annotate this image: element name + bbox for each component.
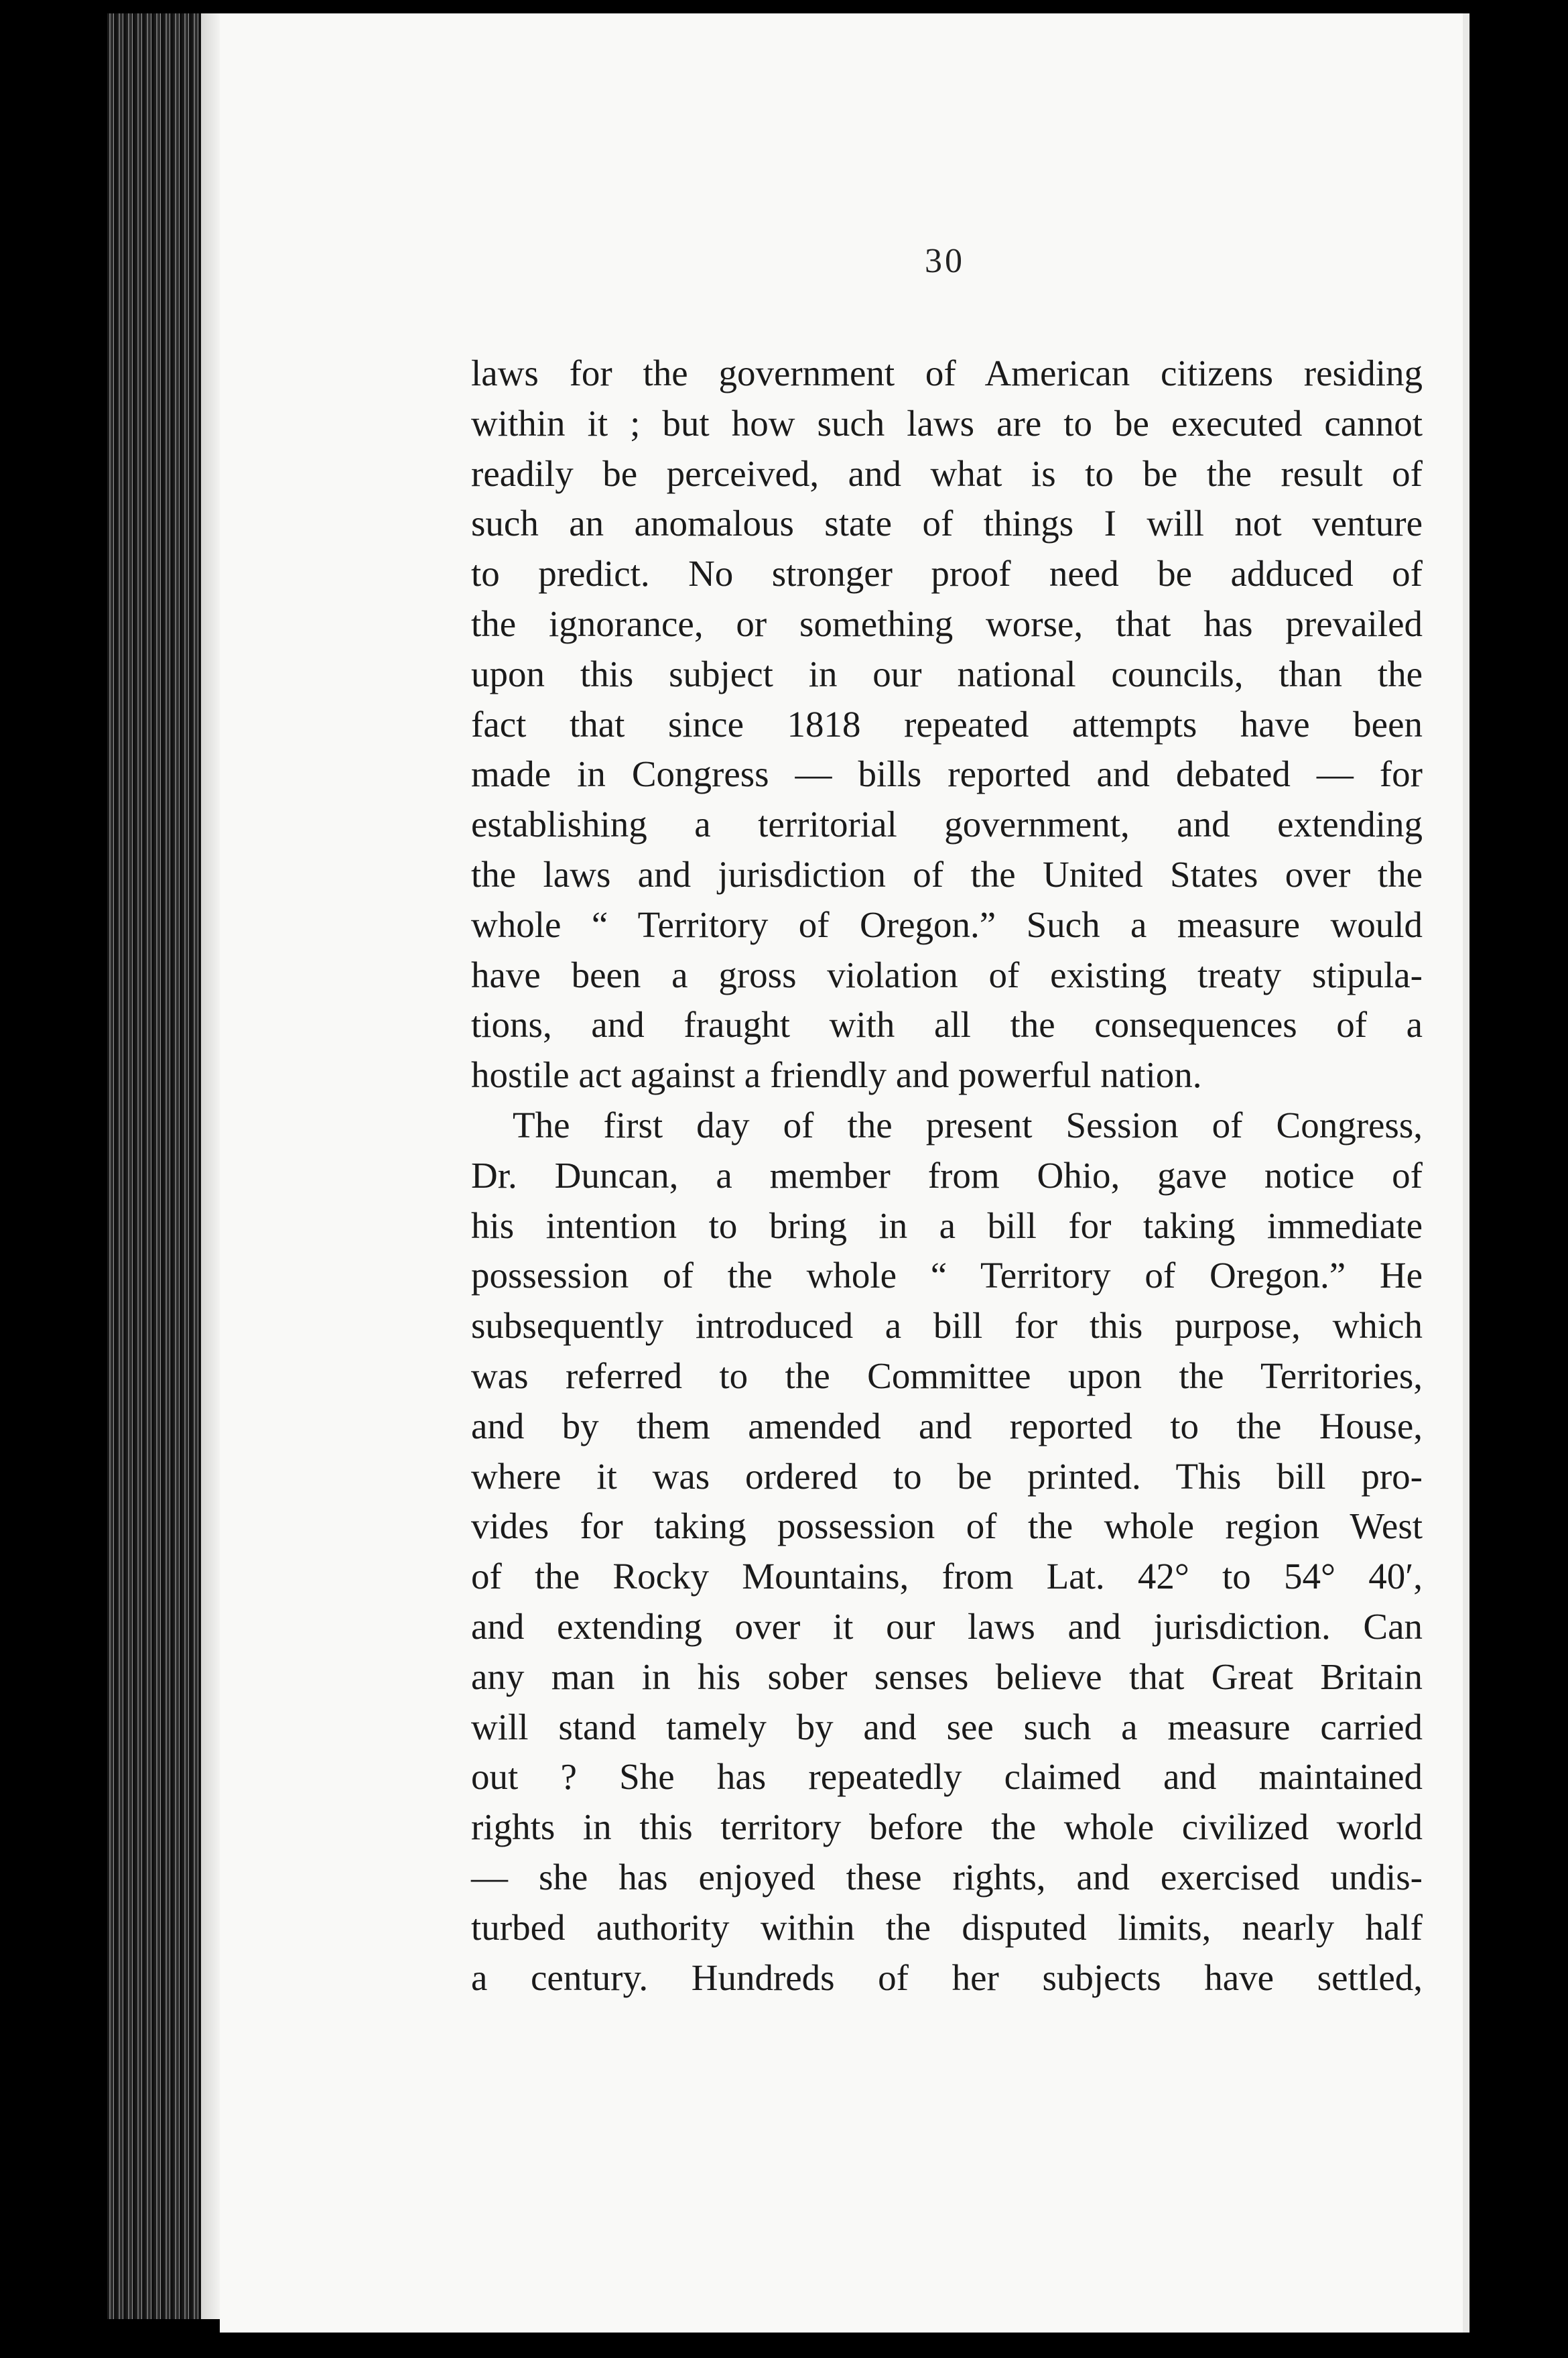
page-edge bbox=[1463, 13, 1469, 2333]
text-line: rights in this territory before the whole civilized world bbox=[471, 1806, 1423, 1848]
text-line: and by them amended and reported to the House, bbox=[471, 1405, 1423, 1446]
text-line: readily be perceived, and what is to be the result of bbox=[471, 452, 1423, 494]
text-line: out ? She has repeatedly claimed and maintained bbox=[471, 1756, 1423, 1798]
body-text bbox=[471, 349, 1423, 2003]
text-line: turbed authority within the disputed limits, nearly half bbox=[471, 1906, 1423, 1948]
text-line: tions, and fraught with all the consequences of a bbox=[471, 1004, 1423, 1046]
page-number: 30 bbox=[925, 242, 965, 280]
text-line: possession of the whole “ Territory of Oregon.” He bbox=[471, 1255, 1423, 1296]
text-line: fact that since 1818 repeated attempts have been bbox=[471, 703, 1423, 745]
text-line: such an anomalous state of things I will not venture bbox=[471, 503, 1423, 544]
text-line: — she has enjoyed these rights, and exercised undis- bbox=[471, 1856, 1423, 1898]
paragraph-start-line: The first day of the present Session of Congress, bbox=[513, 1104, 1423, 1145]
text-line: establishing a territorial government, and extending bbox=[471, 804, 1423, 845]
text-line: vides for taking possession of the whole region West bbox=[471, 1505, 1423, 1547]
text-line: whole “ Territory of Oregon.” Such a measure would bbox=[471, 904, 1423, 945]
text-line: to predict. No stronger proof need be adduced of bbox=[471, 553, 1423, 595]
text-line: within it ; but how such laws are to be executed cannot bbox=[471, 402, 1423, 444]
text-line: of the Rocky Mountains, from Lat. 42° to 54° 40′, bbox=[471, 1556, 1423, 1597]
text-line: have been a gross violation of existing treaty stipula- bbox=[471, 954, 1423, 995]
text-line: subsequently introduced a bill for this purpose, which bbox=[471, 1305, 1423, 1347]
text-line: hostile act against a friendly and powerful nation. bbox=[471, 1054, 1202, 1096]
text-line: any man in his sober senses believe that Great Britain bbox=[471, 1656, 1423, 1697]
text-line: his intention to bring in a bill for taking immediate bbox=[471, 1204, 1423, 1246]
text-line: the laws and jurisdiction of the United States over the bbox=[471, 853, 1423, 895]
text-line: Dr. Duncan, a member from Ohio, gave notice of bbox=[471, 1154, 1423, 1196]
text-line: was referred to the Committee upon the Territories, bbox=[471, 1355, 1423, 1396]
text-line: upon this subject in our national councils, than the bbox=[471, 653, 1423, 694]
text-line: and extending over it our laws and jurisdiction. Can bbox=[471, 1605, 1423, 1647]
page-gutter bbox=[201, 13, 220, 2319]
text-line: the ignorance, or something worse, that has prevailed bbox=[471, 603, 1423, 644]
text-line: a century. Hundreds of her subjects have settled, bbox=[471, 1957, 1423, 1998]
text-line: laws for the government of American citizens residing bbox=[471, 353, 1423, 393]
text-line: made in Congress — bills reported and debated — for bbox=[471, 753, 1423, 795]
text-line: where it was ordered to be printed. This bill pro- bbox=[471, 1455, 1423, 1497]
text-line: will stand tamely by and see such a measure carried bbox=[471, 1706, 1423, 1747]
